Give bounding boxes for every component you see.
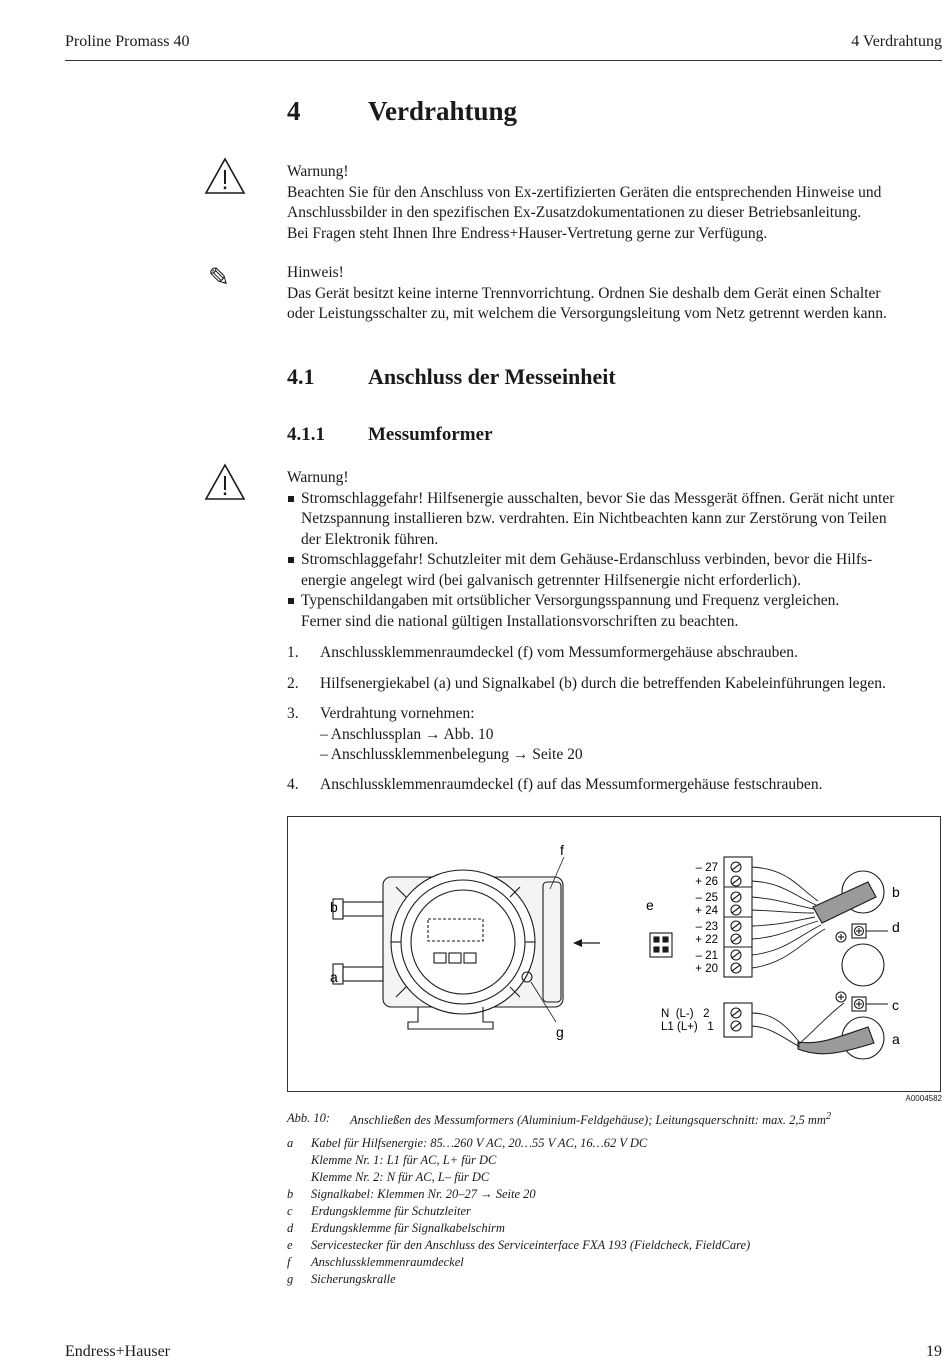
note-block — [287, 263, 887, 325]
figure-caption-label: Abb. 10: — [287, 1111, 331, 1125]
step-text: Verdrahtung vornehmen: — [320, 705, 475, 722]
warning-icon — [204, 157, 246, 195]
bullet-line: energie angelegt wird (bei galvanisch getrennter Hilfsenergie nicht erforderlich). — [301, 571, 801, 589]
legend-text: Anschlussklemmenraumdeckel — [311, 1255, 464, 1269]
legend-key: c — [287, 1204, 293, 1218]
terminal-label: + 22 — [695, 934, 718, 946]
warning-text-line: Beachten Sie für den Anschluss von Ex-zertifizierten Geräten die entsprechenden Hinweise und — [287, 183, 882, 201]
service-connector — [650, 933, 672, 957]
label-d: d — [892, 919, 900, 935]
legend-text: Sicherungskralle — [311, 1272, 396, 1286]
warning-title: Warnung! — [287, 163, 349, 180]
signal-cable — [798, 871, 884, 1059]
signal-wires — [752, 867, 825, 968]
step-number: 1. — [287, 644, 299, 661]
warning-text-line: Bei Fragen steht Ihnen Ihre Endress+Hauser-Vertretung gerne zur Verfügung. — [287, 224, 768, 242]
list-item — [287, 550, 942, 591]
bullet-line: Ferner sind die national gültigen Installationsvorschriften zu beachten. — [301, 612, 739, 630]
header-title: Proline Promass 40 — [65, 33, 190, 50]
legend-text: Erdungsklemme für Schutzleiter — [311, 1204, 471, 1218]
step-number: 2. — [287, 675, 299, 692]
bullet-line: Stromschlaggefahr! Hilfsenergie ausschalten, bevor Sie das Messgerät öffnen. Gerät nicht unter — [301, 489, 895, 507]
step-text: Anschlussklemmenraumdeckel (f) auf das Messumformergehäuse festschrauben. — [320, 776, 823, 793]
bullet-line: Typenschildangaben mit ortsüblicher Versorgungsspannung und Frequenz vergleichen. — [301, 592, 840, 609]
label-b: b — [330, 899, 338, 915]
legend-text: Klemme Nr. 2: N für AC, L– für DC — [311, 1170, 490, 1184]
legend-key: d — [287, 1221, 294, 1235]
subsection-title: Messumformer — [368, 424, 493, 445]
pencil-icon: ✎ — [208, 263, 230, 293]
bullet-line: Netzspannung installieren bzw. verdrahten. Ein Nichtbeachten kann zur Zerstörung von Teilen — [301, 510, 887, 527]
legend-key: a — [287, 1136, 294, 1150]
terminal-label: – 21 — [695, 950, 718, 962]
figure-caption — [350, 1111, 831, 1128]
step-number: 4. — [287, 776, 299, 793]
legend-text: Klemme Nr. 1: L1 für AC, L+ für DC — [311, 1153, 497, 1167]
transmitter-housing — [333, 870, 563, 1029]
terminal-block — [724, 857, 752, 1037]
bullet-line: Stromschlaggefahr! Schutzleiter mit dem Gehäuse-Erdanschluss verbinden, bevor die Hilfs- — [301, 551, 873, 568]
chapter-number: 4 — [287, 96, 301, 126]
section-number: 4.1 — [287, 364, 315, 389]
caption-sup: 2 — [825, 1111, 832, 1122]
terminal-label: + 20 — [695, 963, 718, 975]
label-c: c — [892, 997, 899, 1013]
terminal-label: N (L-) 2 — [661, 1008, 710, 1020]
legend-key: f — [287, 1255, 291, 1269]
legend-text: Erdungsklemme für Signalkabelschirm — [311, 1221, 505, 1235]
header-rule — [65, 60, 942, 61]
warning-block-2 — [287, 468, 942, 632]
step-sub-link[interactable]: – Anschlussklemmenbelegung → Seite 20 — [320, 746, 583, 763]
legend-key: b — [287, 1187, 294, 1201]
warning-icon — [204, 463, 246, 501]
footer-brand: Endress+Hauser — [65, 1343, 170, 1360]
section-title: Anschluss der Messeinheit — [368, 364, 616, 389]
terminal-label: + 26 — [695, 876, 718, 888]
terminal-label: L1 (L+) 1 — [661, 1021, 714, 1033]
terminal-label: – 23 — [695, 921, 718, 933]
note-text-line: oder Leistungsschalter zu, mit welchem die Versorgungsleitung vom Netz getrennt werden kann. — [287, 305, 887, 322]
step-sub-link[interactable]: – Anschlussplan → Abb. 10 — [320, 725, 494, 743]
legend-text: Kabel für Hilfsenergie: 85…260 V AC, 20…55 V AC, 16…62 V DC — [311, 1136, 648, 1150]
subsection-number: 4.1.1 — [287, 424, 325, 445]
warning-bullet-list — [287, 489, 942, 633]
terminal-label: + 24 — [695, 905, 718, 917]
wiring-diagram — [288, 817, 940, 1091]
terminal-label: – 25 — [695, 892, 718, 904]
step-number: 3. — [287, 705, 299, 722]
warning-title: Warnung! — [287, 469, 349, 486]
legend-key: e — [287, 1238, 293, 1252]
label-e: e — [646, 897, 654, 913]
label-b: b — [892, 884, 900, 900]
warning-text-line: Anschlussbilder in den spezifischen Ex-Zusatzdokumentationen zu dieser Betriebsanleitung. — [287, 204, 862, 221]
list-item — [287, 591, 942, 632]
warning-block — [287, 162, 881, 244]
label-a: a — [330, 969, 338, 985]
page-number: 19 — [926, 1343, 942, 1360]
caption-text: Anschließen des Messumformers (Aluminium-Feldgehäuse); Leitungsquerschnitt: max. 2,5 mm — [350, 1113, 826, 1128]
list-item — [287, 489, 942, 551]
step-text: Hilfsenergiekabel (a) und Signalkabel (b) durch die betreffenden Kabeleinführungen legen. — [320, 675, 886, 692]
label-g: g — [556, 1024, 564, 1040]
terminal-label: – 27 — [695, 862, 718, 874]
ground-terminal-d — [836, 924, 888, 942]
label-f: f — [560, 842, 564, 858]
legend-text: Signalkabel: Klemmen Nr. 20–27 → Seite 20 — [311, 1187, 536, 1201]
arrow-left-icon — [573, 939, 600, 947]
step-text: Anschlussklemmenraumdeckel (f) vom Messumformergehäuse abschrauben. — [320, 644, 798, 661]
bullet-line: der Elektronik führen. — [301, 530, 439, 548]
legend-key: g — [287, 1272, 294, 1286]
note-title: Hinweis! — [287, 264, 344, 281]
header-chapter: 4 Verdrahtung — [851, 33, 942, 50]
figure-frame — [287, 816, 941, 1092]
chapter-title: Verdrahtung — [368, 96, 518, 126]
ground-terminal-c — [836, 992, 888, 1011]
note-text-line: Das Gerät besitzt keine interne Trennvorrichtung. Ordnen Sie deshalb dem Gerät einen Schalter — [287, 284, 881, 302]
label-a: a — [892, 1031, 900, 1047]
figure-code: A0004582 — [905, 1094, 942, 1103]
legend-text: Servicestecker für den Anschluss des Serviceinterface FXA 193 (Fieldcheck, FieldCare) — [311, 1238, 751, 1252]
